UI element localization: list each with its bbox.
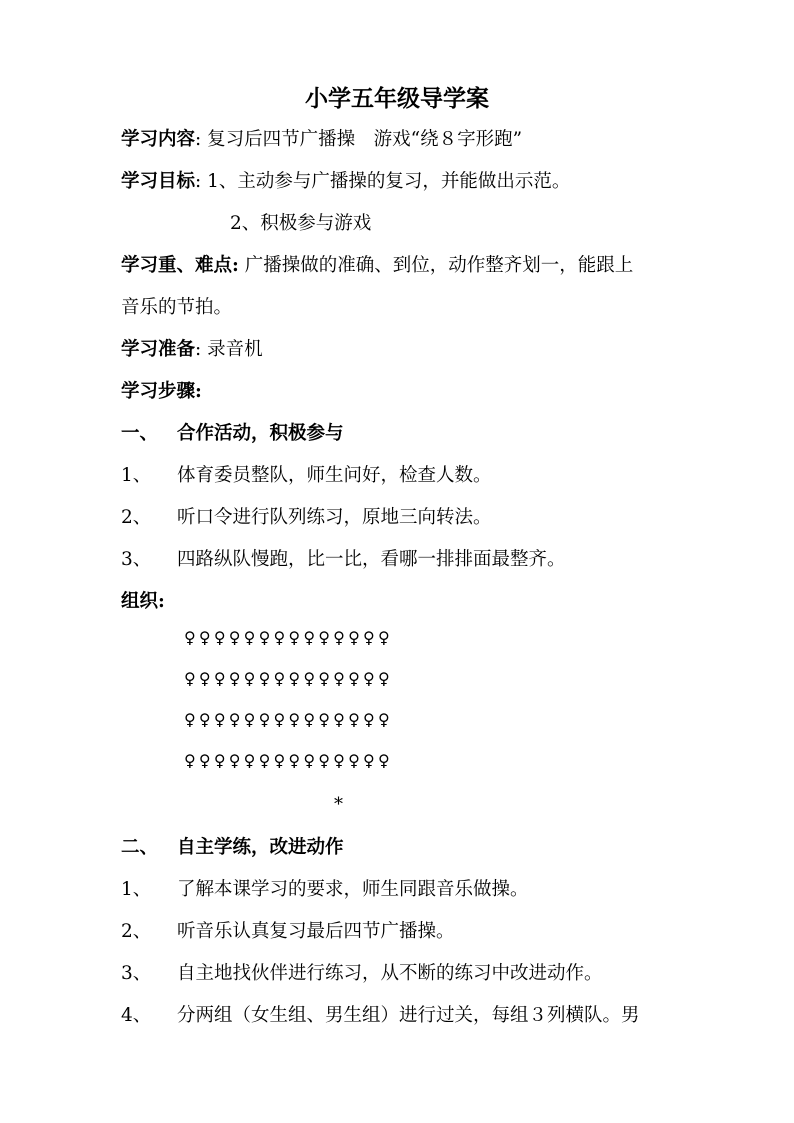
preparation-text: 录音机 [207, 339, 263, 360]
preparation-label: 学习准备 [121, 339, 196, 360]
content-text: 复习后四节广播操 游戏“绕８字形跑” [207, 129, 523, 150]
list-item-number: 1、 [121, 879, 152, 900]
list-item-number: 4、 [121, 1005, 152, 1026]
preparation-sep: : [195, 339, 202, 360]
section-2-title: 自主学练，改进动作 [177, 837, 344, 858]
list-item [121, 877, 694, 903]
section-2-heading [121, 835, 694, 861]
list-item-number: 2、 [121, 507, 152, 528]
goals-label: 学习目标 [121, 171, 196, 192]
list-item-text: 分两组（女生组、男生组）进行过关，每组３列横队。男 [177, 1005, 640, 1026]
goals-line [121, 169, 694, 195]
list-item-text: 体育委员整队，师生问好，检查人数。 [177, 465, 492, 486]
section-1-number: 一、 [121, 423, 159, 444]
list-item [121, 961, 694, 987]
formation-row-3: ♀♀♀♀♀♀♀♀♀♀♀♀♀♀ [184, 710, 393, 729]
page-title: 小学五年级导学案 [305, 85, 489, 112]
section-2-number: 二、 [121, 837, 159, 858]
formation-row-4: ♀♀♀♀♀♀♀♀♀♀♀♀♀♀ [184, 751, 393, 770]
content-sep: : [195, 129, 202, 150]
content-line [121, 127, 694, 153]
list-item [121, 547, 694, 573]
section-1-title: 合作活动，积极参与 [177, 423, 344, 444]
list-item-text: 听口令进行队列练习，原地三向转法。 [177, 507, 492, 528]
content-label: 学习内容 [121, 129, 196, 150]
key-points-sep: : [232, 255, 239, 276]
preparation-line [121, 337, 694, 363]
section-1-heading [121, 421, 694, 447]
steps-label: 学习步骤: [121, 381, 202, 402]
key-points-label: 学习重、难点 [121, 255, 233, 276]
goals-sep: : [195, 171, 202, 192]
formation-row-1: ♀♀♀♀♀♀♀♀♀♀♀♀♀♀ [184, 628, 393, 647]
list-item [121, 1003, 694, 1029]
key-points-text-2: 音乐的节拍。 [121, 297, 233, 318]
list-item-number: 2、 [121, 921, 152, 942]
list-item-text: 四路纵队慢跑，比一比，看哪一排排面最整齐。 [177, 549, 566, 570]
list-item-text: 了解本课学习的要求，师生同跟音乐做操。 [177, 879, 529, 900]
list-item-text: 听音乐认真复习最后四节广播操。 [177, 921, 455, 942]
list-item-number: 3、 [121, 549, 152, 570]
key-points-text-1: 广播操做的准确、到位，动作整齐划一，能跟上 [244, 255, 634, 276]
list-item [121, 505, 694, 531]
list-item [121, 919, 694, 945]
teacher-mark: * [334, 794, 343, 815]
key-points-line [121, 253, 694, 279]
list-item-text: 自主地找伙伴进行练习，从不断的练习中改进动作。 [177, 963, 603, 984]
list-item-number: 3、 [121, 963, 152, 984]
goals-item-1: 1、主动参与广播操的复习，并能做出示范。 [207, 171, 571, 192]
formation-row-2: ♀♀♀♀♀♀♀♀♀♀♀♀♀♀ [184, 669, 393, 688]
list-item-number: 1、 [121, 465, 152, 486]
goals-item-2: 2、积极参与游戏 [230, 213, 372, 234]
list-item [121, 463, 694, 489]
organization-label: 组织: [121, 591, 165, 612]
